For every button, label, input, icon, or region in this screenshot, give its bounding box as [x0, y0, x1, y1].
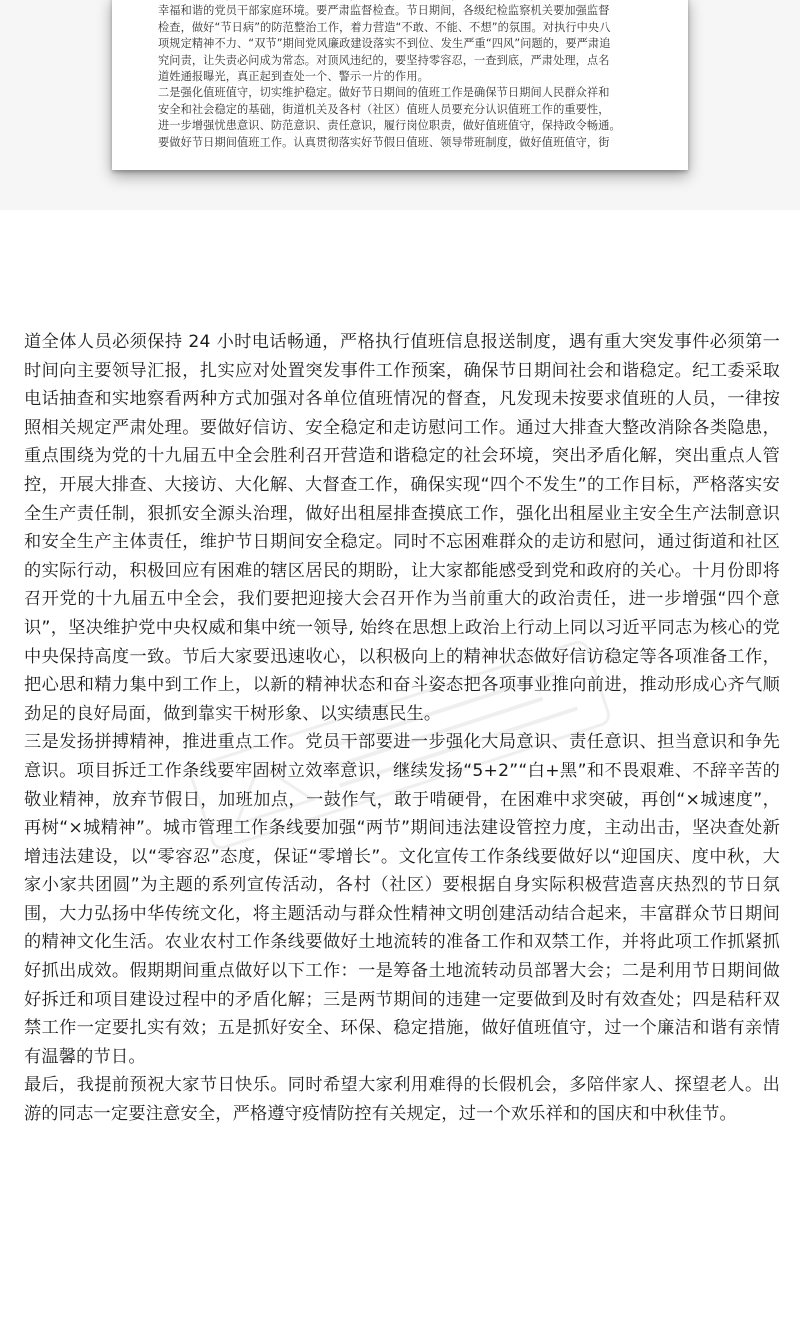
preview-line: 进一步增强忧患意识、防范意识、责任意识，履行岗位职责，做好值班值守，保持政令畅通。 [158, 119, 621, 133]
article-body [24, 328, 780, 1129]
preview-line: 二是强化值班值守，切实维护稳定。做好节日期间的值班工作是确保节日期间人民群众祥和 [158, 86, 610, 100]
preview-line: 检查，做好“节日病”的防范整治工作，着力营造“不敢、不能、不想”的氛围。对执行中央八 [158, 20, 611, 34]
article-paragraph: 道全体人员必须保持 24 小时电话畅通，严格执行值班信息报送制度，遇有重大突发事件必须第一时间向主要领导汇报，扎实应对处置突发事件工作预案，确保节日期间社会和谐稳定。纪工委采取电话抽查和实地察看两种方式加强对各单位值班情况的督查，凡发现未按要求值班的人员，一律按照相关规定严肃处理。要做好信访、安全稳定和走访慰问工作。通过大排查大整改消除各类隐患，重点围绕为党的十九届五中全会胜利召开营造和谐稳定的社会环境，突出矛盾化解，突出重点人管控，开展大排查、大接访、大化解、大督查工作，确保实现“四个不发生”的工作目标，严格落实安全生产责任制，狠抓安全源头治理，做好出租屋排查摸底工作，强化出租屋业主安全生产法制意识和安全生产主体责任，维护节日期间安全稳定。同时不忘困难群众的走访和慰问，通过街道和社区的实际行动，积极回应有困难的辖区居民的期盼，让大家都能感受到党和政府的关心。十月份即将召开党的十九届五中全会，我们要把迎接大会召开作为当前重大的政治责任，进一步增强“四个意识”，坚决维护党中央权威和集中统一领导, 始终在思想上政治上行动上同以习近平同志为核心的党中央保持高度一致。节后大家要迅速收心，以积极向上的精神状态做好信访稳定等各项准备工作，把心思和精力集中到工作上，以新的精神状态和奋斗姿态把各项事业推向前进，推动形成心齐气顺劲足的良好局面，做到靠实干树形象、以实绩惠民生。 [24, 332, 780, 724]
article-paragraph: 三是发扬拼搏精神，推进重点工作。党员干部要进一步强化大局意识、责任意识、担当意识和争先意识。项目拆迁工作条线要牢固树立效率意识，继续发扬“5+2”“白+黑”和不畏艰难、不辞辛苦的敬业精神，放弃节假日，加班加点，一鼓作气，敢于啃硬骨，在困难中求突破，再创“×城速度”，再树“×城精神”。城市管理工作条线要加强“两节”期间违法建设管控力度，主动出击，坚决查处新增违法建设，以“零容忍”态度，保证“零增长”。文化宣传工作条线要做好以“迎国庆、度中秋，大家小家共团圆”为主题的系列宣传活动，各村（社区）要根据自身实际积极营造喜庆热烈的节日氛围，大力弘扬中华传统文化，将主题活动与群众性精神文明创建活动结合起来，丰富群众节日期间的精神文化生活。农业农村工作条线要做好土地流转的准备工作和双禁工作，并将此项工作抓紧抓好抓出成效。假期期间重点做好以下工作：一是筹备土地流转动员部署大会；二是利用节日期间做好拆迁和项目建设过程中的矛盾化解；三是两节期间的违建一定要做到及时有效查处；四是秸秆双禁工作一定要扎实有效；五是抓好安全、环保、稳定措施，做好值班值守，过一个廉洁和谐有亲情有温馨的节日。 [24, 732, 780, 1067]
article-paragraph: 最后，我提前预祝大家节日快乐。同时希望大家利用难得的长假机会，多陪伴家人、探望老人。出游的同志一定要注意安全，严格遵守疫情防控有关规定，过一个欢乐祥和的国庆和中秋佳节。 [24, 1075, 780, 1125]
preview-line: 安全和社会稳定的基础，街道机关及各村（社区）值班人员要充分认识值班工作的重要性， [158, 102, 610, 116]
preview-line: 要做好节日期间值班工作。认真贯彻落实好节假日值班、领导带班制度，做好值班值守，街 [158, 135, 610, 149]
preview-line: 项规定精神不力、“双节”期间党风廉政建设落实不到位、发生严重“四风”问题的，要严肃追 [158, 37, 611, 51]
preview-line: 究问责，让失责必问成为常态。对顶风违纪的，要坚持零容忍，一查到底，严肃处理，点名 [158, 53, 610, 67]
preview-line: 道姓通报曝光，真正起到查处一个、警示一片的作用。 [158, 70, 429, 84]
preview-text-block [112, 0, 688, 151]
document-preview-card [112, 0, 688, 170]
preview-line: 幸福和谐的党员干部家庭环境。要严肃监督检查。节日期间，各级纪检监察机关要加强监督 [158, 4, 610, 18]
